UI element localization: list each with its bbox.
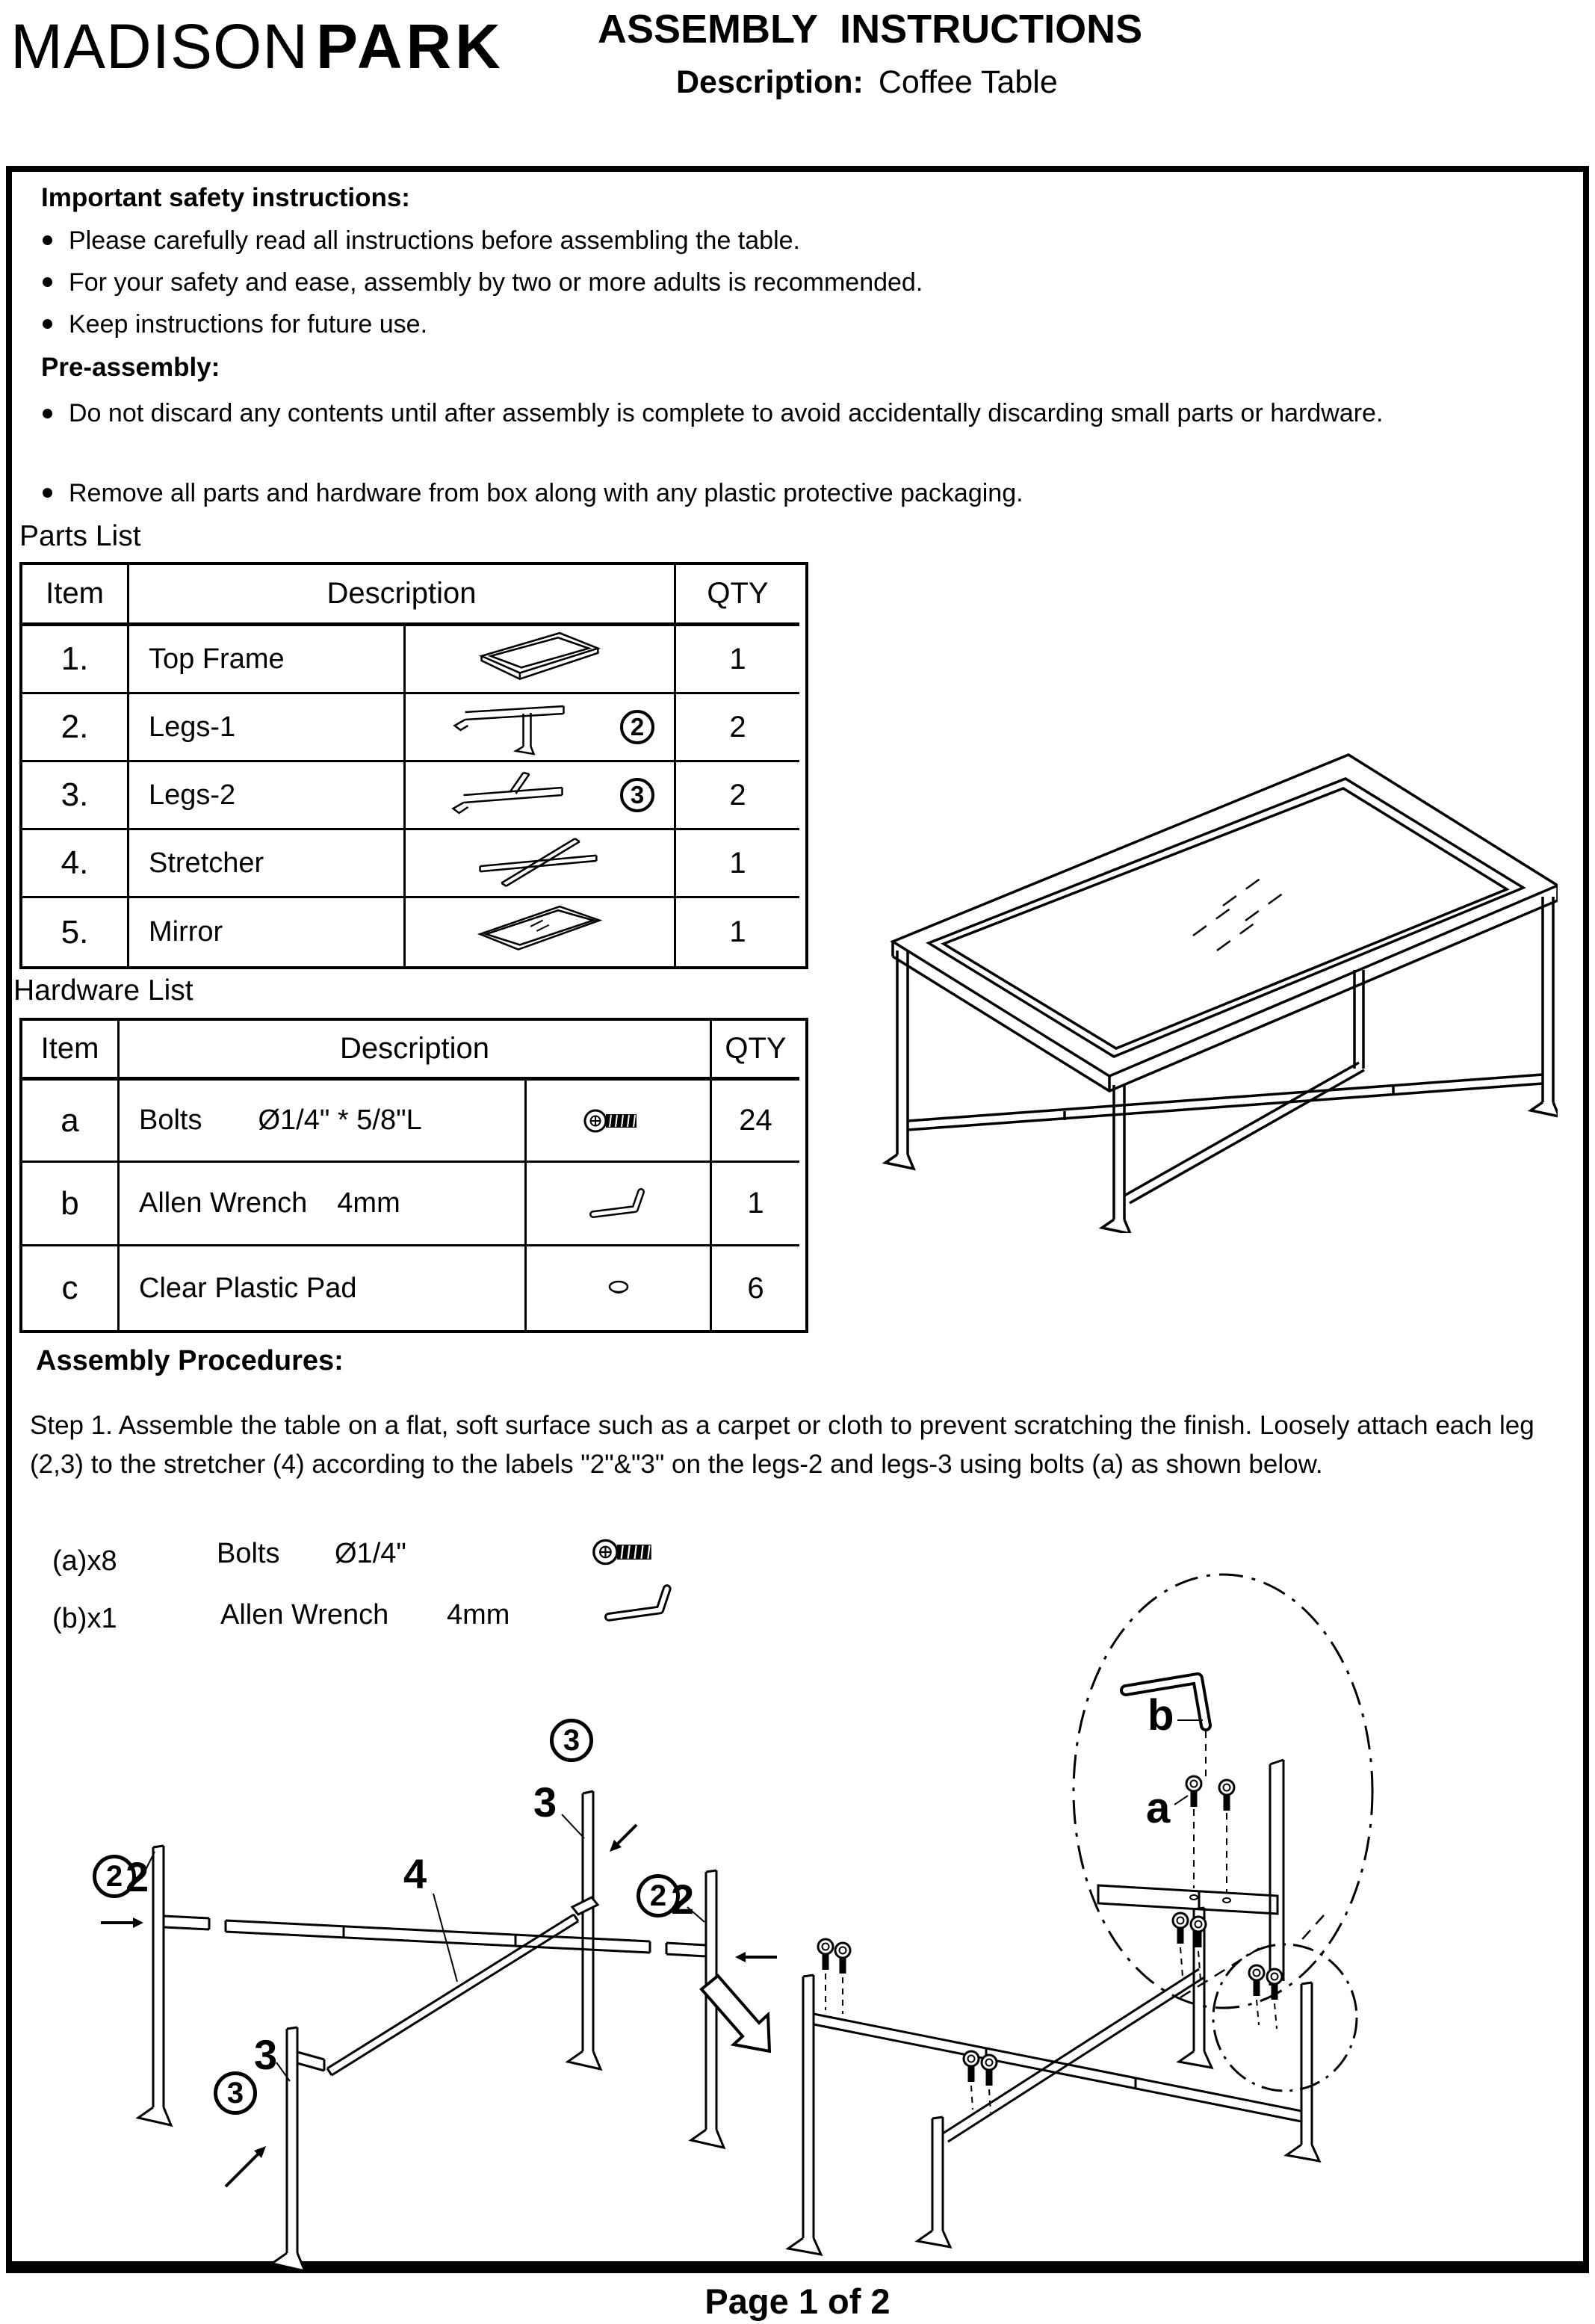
legs-2-badge: 3 <box>620 778 654 812</box>
parts-row-image <box>406 626 676 694</box>
tool-b-name: Allen Wrench <box>220 1599 389 1631</box>
bullet-icon <box>43 488 52 498</box>
safety-bullet-3: Keep instructions for future use. <box>69 310 428 339</box>
tool-b-count: (b)x1 <box>52 1603 117 1634</box>
leg3-circled-badge: 3 <box>214 2071 257 2115</box>
hardware-row-item: b <box>22 1163 120 1246</box>
hardware-list-table <box>19 1018 808 1333</box>
hardware-spec: 4mm <box>337 1187 400 1219</box>
callout-drawing <box>762 1536 1595 2272</box>
parts-row-qty: 2 <box>676 762 799 830</box>
stretcher-icon <box>471 832 609 894</box>
bolt-label: a <box>1146 1784 1171 1832</box>
parts-row-item: 3. <box>22 762 129 830</box>
pre-assembly-bullet-2: Remove all parts and hardware from box along with any plastic protective packaging. <box>69 479 1023 507</box>
parts-row-item: 4. <box>22 830 129 898</box>
parts-row-name: Legs-2 <box>129 762 406 830</box>
brand-logo <box>10 10 504 83</box>
parts-row-name: Mirror <box>129 898 406 966</box>
tool-a-name: Bolts <box>217 1538 280 1569</box>
bolt-detail-callout-diagram <box>762 1536 1595 2272</box>
legs-1-icon <box>448 696 586 759</box>
hardware-spec: Ø1/4" * 5/8"L <box>258 1104 422 1136</box>
brand-logo-park: PARK <box>316 11 504 81</box>
brand-logo-madison: MADISON <box>10 11 309 81</box>
legs-2-icon <box>448 764 586 827</box>
parts-col-item: Item <box>22 565 129 626</box>
parts-list-table <box>19 562 808 969</box>
wrench-label: b <box>1148 1691 1174 1740</box>
description-value: Coffee Table <box>878 64 1058 100</box>
bullet-icon <box>43 409 52 418</box>
hardware-row-name <box>120 1163 527 1246</box>
parts-row-item: 2. <box>22 694 129 762</box>
allen-wrench-icon <box>581 1183 656 1225</box>
parts-row-image <box>406 762 676 830</box>
hardware-col-qty: QTY <box>712 1021 799 1081</box>
tool-a-spec: Ø1/4" <box>335 1538 406 1569</box>
page-number: Page 1 of 2 <box>704 2281 891 2321</box>
hardware-row-item: c <box>22 1246 120 1330</box>
hardware-row-image <box>527 1081 712 1163</box>
hardware-name: Allen Wrench <box>139 1187 308 1219</box>
leg3-label: 3 <box>533 1778 557 1826</box>
safety-bullet-2: For your safety and ease, assembly by two or more adults is recommended. <box>69 268 923 297</box>
hardware-row-qty: 1 <box>712 1163 799 1246</box>
hardware-row-image <box>527 1163 712 1246</box>
hardware-name: Bolts <box>139 1104 202 1136</box>
leg2-label: 2 <box>671 1876 695 1923</box>
tool-b-spec: 4mm <box>447 1599 510 1631</box>
safety-heading: Important safety instructions: <box>41 183 410 212</box>
parts-row-image <box>406 898 676 966</box>
bullet-icon <box>43 277 52 287</box>
parts-col-qty: QTY <box>676 565 799 626</box>
parts-row-name: Top Frame <box>129 626 406 694</box>
parts-row-image <box>406 694 676 762</box>
pre-assembly-heading: Pre-assembly: <box>41 353 220 382</box>
hardware-list-title: Hardware List <box>13 974 193 1007</box>
mirror-icon <box>471 902 609 963</box>
parts-row-item: 5. <box>22 898 129 966</box>
leg3-circled-badge: 3 <box>550 1719 593 1762</box>
stretcher-label: 4 <box>403 1850 427 1897</box>
parts-row-name: Legs-1 <box>129 694 406 762</box>
safety-bullet-1: Please carefully read all instructions before assembling the table. <box>69 226 800 255</box>
plastic-pad-icon <box>583 1273 654 1303</box>
leg3-label: 3 <box>254 2031 278 2078</box>
hardware-row-image <box>527 1246 712 1330</box>
top-frame-icon <box>471 628 609 690</box>
step-1-exploded-diagram <box>30 1614 784 2272</box>
product-description <box>676 64 1058 101</box>
bullet-icon <box>43 235 52 245</box>
assembled-table-drawing <box>870 717 1558 1233</box>
hardware-name: Clear Plastic Pad <box>139 1272 357 1304</box>
next-step-arrow-icon <box>702 1976 769 2051</box>
glass-reflection-marks <box>1193 876 1286 951</box>
parts-row-qty: 2 <box>676 694 799 762</box>
parts-row-qty: 1 <box>729 915 746 948</box>
step-1-text: Step 1. Assemble the table on a flat, soft surface such as a carpet or cloth to prevent scratching the finish. Loosely attach each leg (2,3) to the stretcher (4) according to the labels "2"&"3" on the legs-2 and legs-3 using bolts (a) as shown below. <box>30 1411 1534 1479</box>
parts-col-description: Description <box>129 565 676 626</box>
tool-a-count: (a)x8 <box>52 1545 117 1577</box>
hardware-col-description: Description <box>120 1021 712 1081</box>
bolt-icon <box>583 1101 654 1140</box>
bullet-icon <box>43 319 52 329</box>
parts-row-qty: 1 <box>676 626 799 694</box>
detail-target-circle <box>1213 1944 1357 2091</box>
parts-list-title: Parts List <box>19 520 141 552</box>
page-title: ASSEMBLY INSTRUCTIONS <box>598 7 1143 52</box>
parts-row-qty: 1 <box>676 830 799 898</box>
assembly-heading: Assembly Procedures: <box>36 1345 344 1376</box>
parts-row-image <box>406 830 676 898</box>
description-label: Description: <box>676 64 864 100</box>
hardware-row-qty: 24 <box>712 1081 799 1163</box>
parts-row-name: Stretcher <box>129 830 406 898</box>
leg2-label: 2 <box>126 1853 149 1900</box>
exploded-base-drawing <box>30 1614 784 2272</box>
hardware-row-name <box>120 1246 527 1330</box>
hardware-row-item: a <box>22 1081 120 1163</box>
bolt-icon <box>590 1530 672 1577</box>
leg2-circled-badge: 2 <box>93 1855 136 1898</box>
legs-1-badge: 2 <box>620 710 654 744</box>
hardware-row-name <box>120 1081 527 1163</box>
assembled-table-diagram <box>870 717 1558 1233</box>
hardware-col-item: Item <box>22 1021 120 1081</box>
hardware-row-qty: 6 <box>747 1271 764 1305</box>
leg2-circled-badge: 2 <box>637 1874 680 1917</box>
pre-assembly-bullet-1: Do not discard any contents until after assembly is complete to avoid accidentally discarding small parts or hardware. <box>69 399 1384 427</box>
parts-row-item: 1. <box>22 626 129 694</box>
